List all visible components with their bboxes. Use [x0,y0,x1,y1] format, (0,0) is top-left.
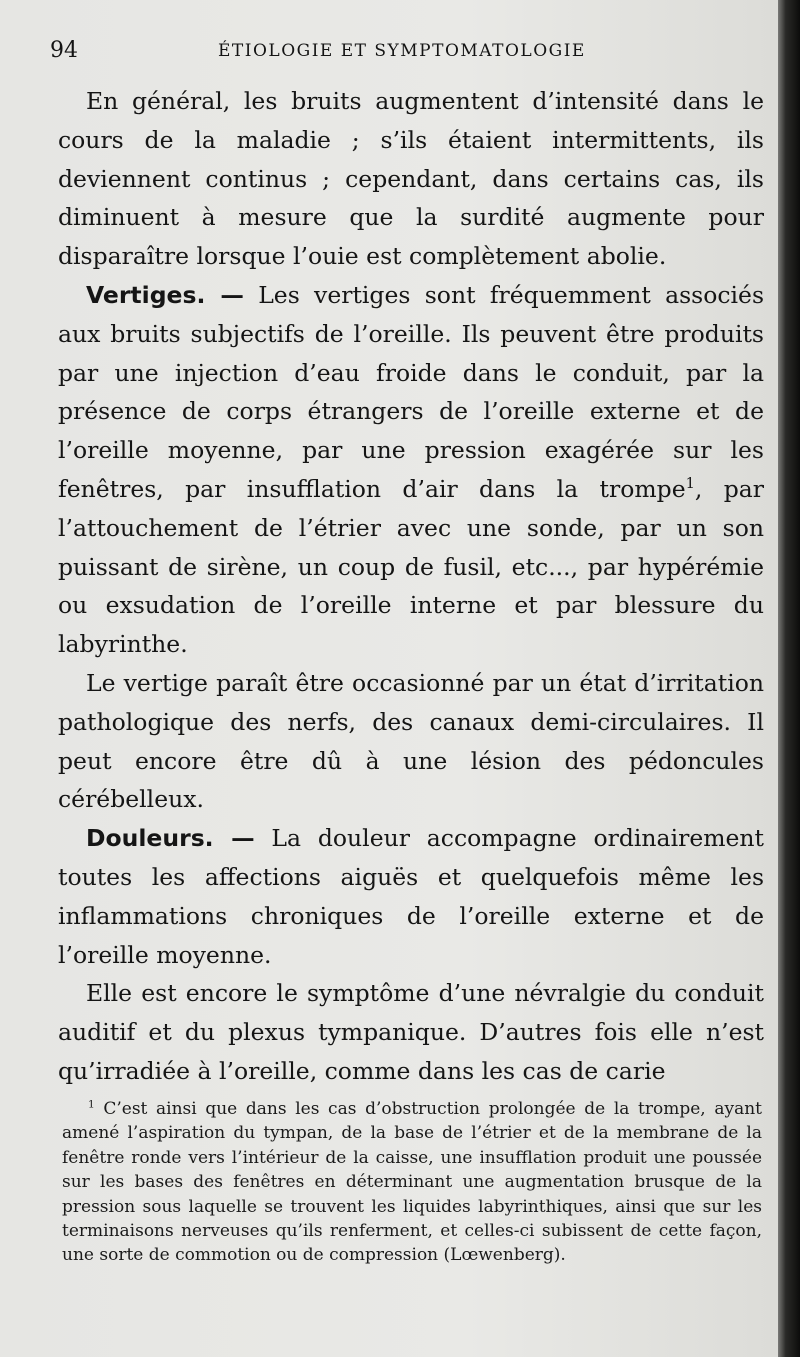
paragraph-bruits: En général, les bruits augmentent d’intensité dans le cours de la maladie ; s’ils étaient intermittents, ils deviennent continus ; cependant, dans certains cas, ils diminuent à mesure que la surdité augmente pour disparaître lorsque l’ouie est complètement abolie. [58,87,764,271]
main-text [58,82,764,1091]
section-heading-douleurs: Douleurs. — [86,824,255,853]
paragraph-vertiges-text-b: , par l’attouchement de l’étrier avec une sonde, par un son puissant de sirène, un coup de fusil, etc..., par hypérémie ou exsudation de l’oreille interne et par blessure du labyrinthe. [58,474,764,659]
footnotes [62,1097,762,1268]
paragraph-nevralgie: Elle est encore le symptôme d’une névralgie du conduit auditif et du plexus tympanique. D’autres fois elle n’est qu’irradiée à l’oreille, comme dans les cas de carie [58,979,764,1085]
paragraph-douleurs [58,819,764,974]
paragraph-vertiges-text-a: Les vertiges sont fréquemment associés aux bruits subjectifs de l’oreille. Ils peuvent être produits par une injection d’eau froide dans le conduit, par la présence de corps étrangers de l’oreille externe et de l’oreille moyenne, par une pression exagérée sur les fenêtres, par insufflation d’air dans la trompe [58,280,765,503]
footnote-text: C’est ainsi que dans les cas d’obstruction prolongée de la trompe, ayant amené l’aspiration du tympan, de la base de l’étrier et de la membrane de la fenêtre ronde vers l’intérieur de la caisse, une insufflation produit une poussée sur les bases des fenêtres en déterminant une augmentation brusque de la pression sous laquelle se trouvent les liquides labyrinthiques, ainsi que sur les terminaisons nerveuses qu’ils renferment, et celles-ci subissent de cette façon, une sorte de commotion ou de compression (Lœwenberg). [62,1099,762,1266]
paragraph-douleurs-text: La douleur accompagne ordinairement toutes les affections aiguës et quelquefois même les inflammations chroniques de l’oreille externe et de l’oreille moyenne. [58,824,764,969]
section-heading-vertiges: Vertiges. — [86,280,244,309]
footnote-reference: 1 [685,475,695,493]
footnote-1 [62,1097,762,1268]
page-number: 94 [50,38,78,63]
paragraph-vertiges [58,276,764,664]
page-header [50,38,765,72]
footnote-number: 1 [88,1098,95,1111]
paragraph-vertige-cause: Le vertige paraît être occasionné par un état d’irritation pathologique des nerfs, des canaux demi-circulaires. Il peut encore être dû à une lésion des pédoncules cérébelleux. [58,668,764,814]
running-title: ÉTIOLOGIE ET SYMPTOMATOLOGIE [218,41,586,61]
book-spine-shadow [778,0,800,1357]
